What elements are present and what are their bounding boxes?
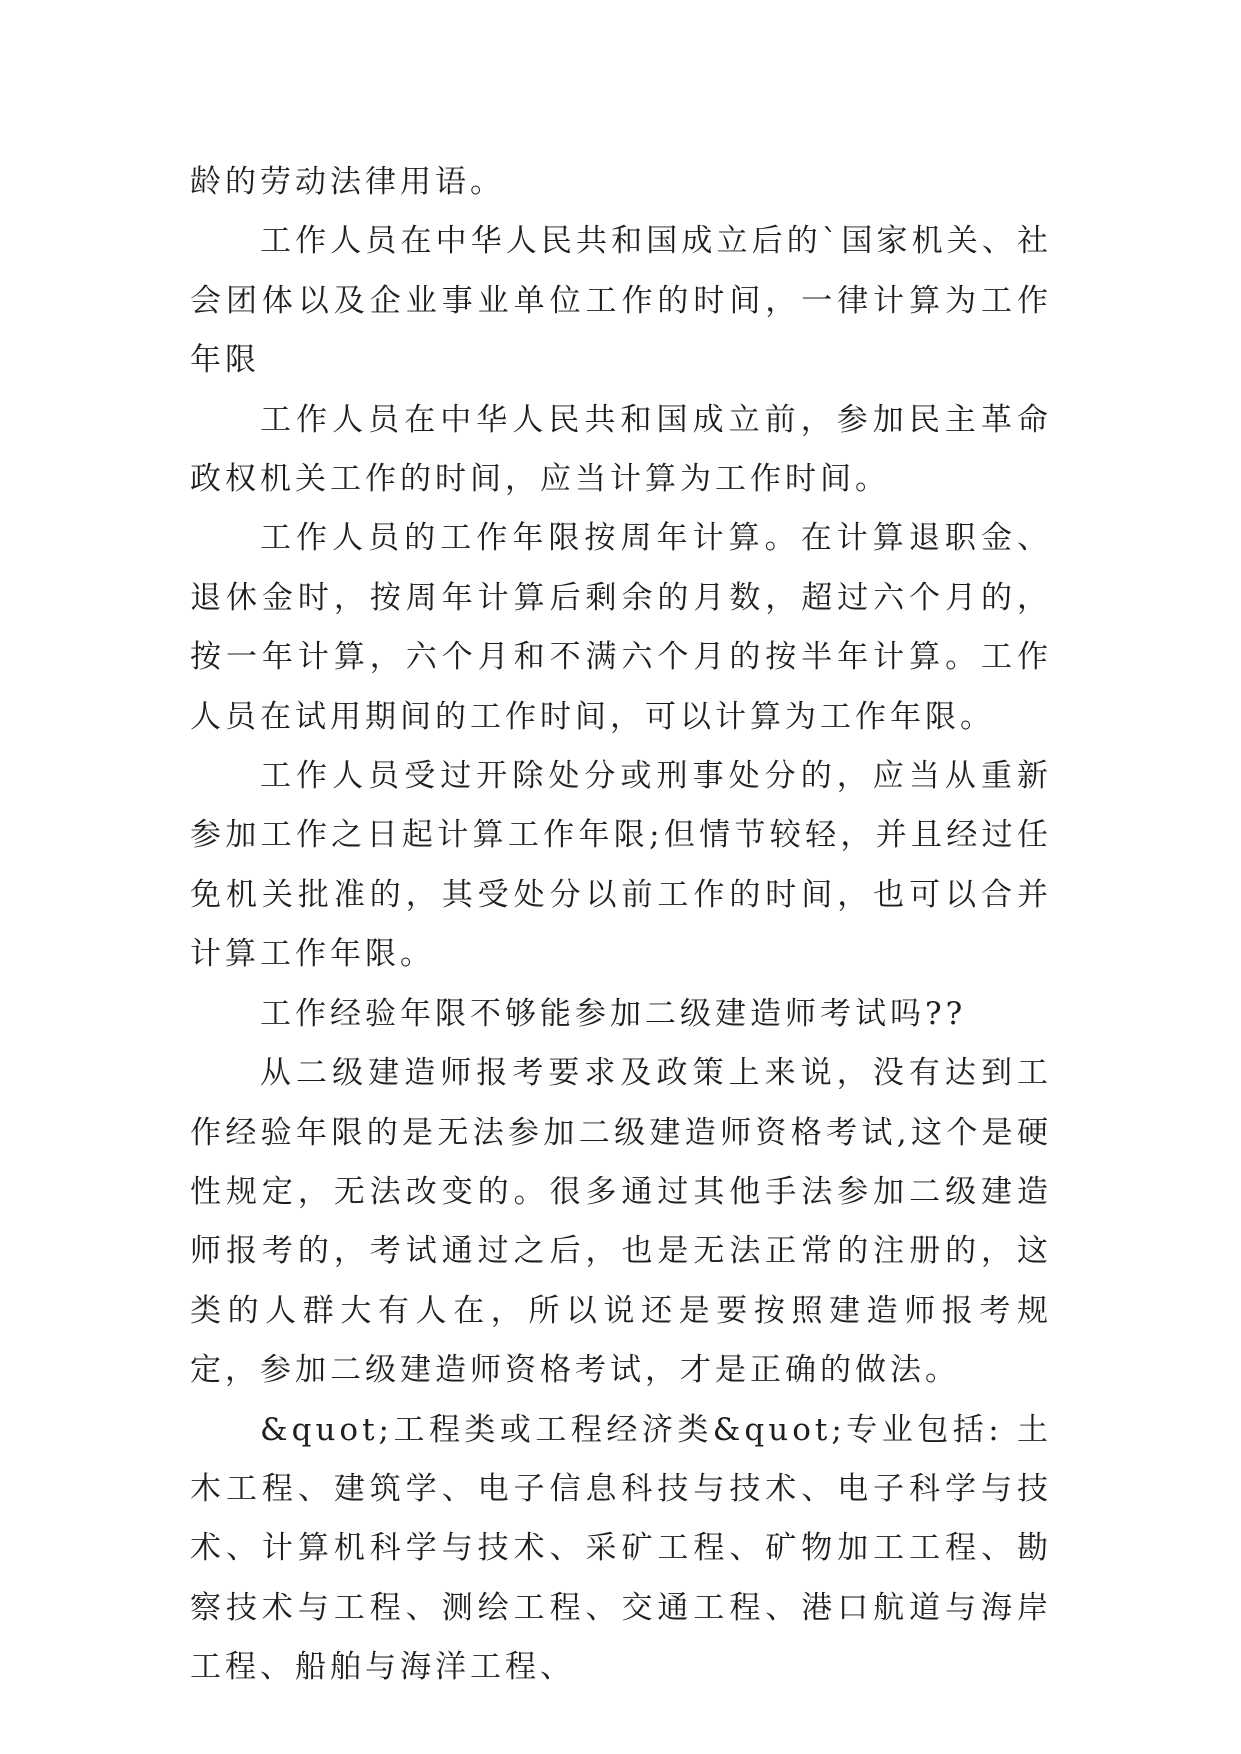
paragraph-1: 龄的劳动法律用语。 <box>190 164 505 200</box>
paragraph-4: 工作人员的工作年限按周年计算。在计算退职金、退休金时，按周年计算后剩余的月数，超过六个月的，按一年计算，六个月和不满六个月的按半年计算。工作人员在试用期间的工作时间，可以计算为工作年限。 <box>190 520 1052 735</box>
paragraph-3: 工作人员在中华人民共和国成立前，参加民主革命政权机关工作的时间，应当计算为工作时间。 <box>190 401 1052 498</box>
paragraph-6-question: 工作经验年限不够能参加二级建造师考试吗?? <box>260 995 967 1032</box>
paragraph-5: 工作人员受过开除处分或刑事处分的，应当从重新参加工作之日起计算工作年限;但情节较轻，并且经过任免机关批准的，其受处分以前工作的时间，也可以合并计算工作年限。 <box>190 758 1052 973</box>
paragraph-2: 工作人员在中华人民共和国成立后的`国家机关、社会团体以及企业事业单位工作的时间，一律计算为工作年限 <box>190 223 1052 379</box>
paragraph-7: 从二级建造师报考要求及政策上来说，没有达到工作经验年限的是无法参加二级建造师资格考试,这个是硬性规定，无法改变的。很多通过其他手法参加二级建造师报考的，考试通过之后，也是无法正常的注册的，这类的人群大有人在，所以说还是要按照建造师报考规定，参加二级建造师资格考试，才是正确的做法。 <box>190 1055 1052 1389</box>
document-body <box>190 153 1052 1698</box>
paragraph-8: &quot;工程类或工程经济类&quot;专业包括: 土木工程、建筑学、电子信息科技与技术、电子科学与技术、计算机科学与技术、采矿工程、矿物加工工程、勘察技术与工程、测绘工程、交通工程、港口航道与海岸工程、船舶与海洋工程、 <box>190 1411 1052 1686</box>
